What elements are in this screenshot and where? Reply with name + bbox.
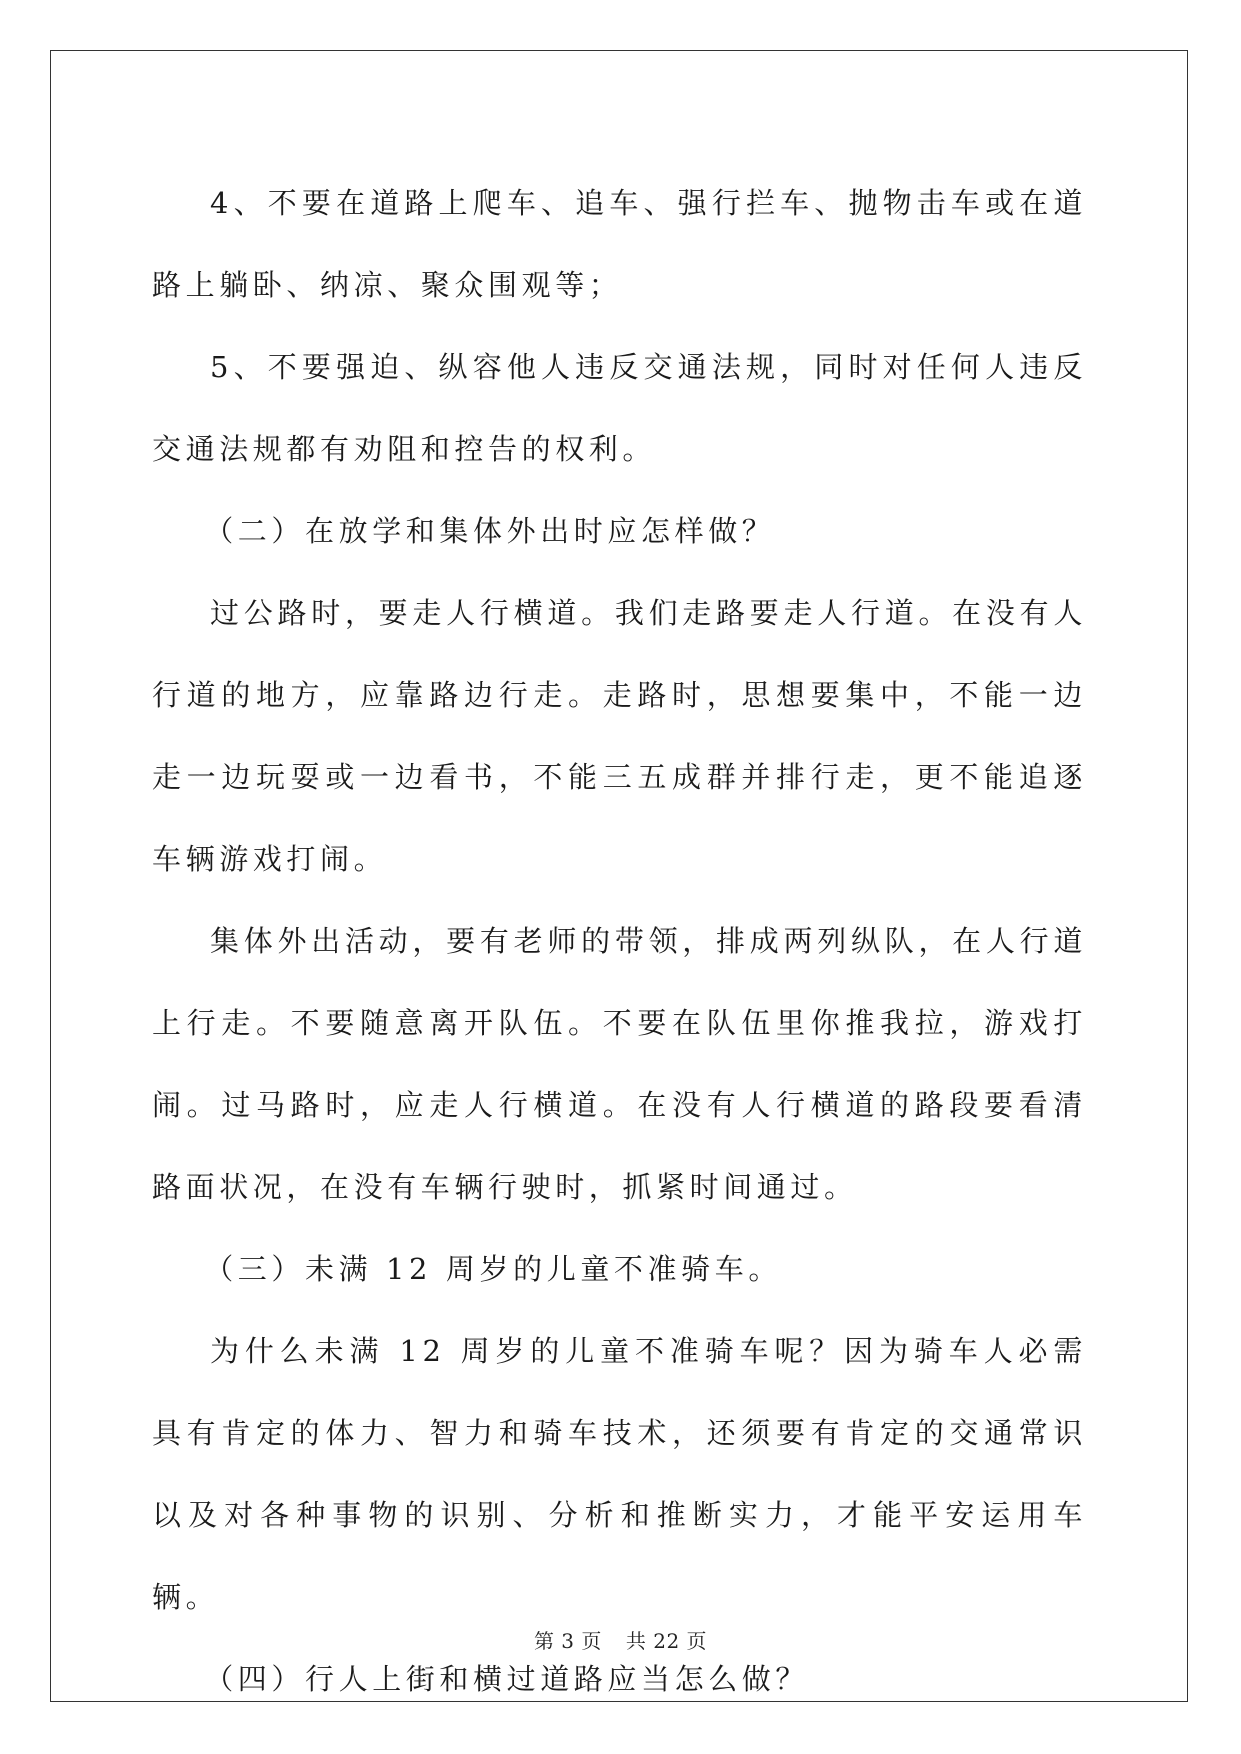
paragraph-crossing-road: 过公路时，要走人行横道。我们走路要走人行道。在没有人行道的地方，应靠路边行走。走路时，思想要集中，不能一边走一边玩耍或一边看书，不能三五成群并排行走，更不能追逐车辆游戏打闹。 [152, 596, 1087, 876]
section-heading-2: （二）在放学和集体外出时应怎样做？ [204, 514, 776, 548]
page-total: 共 22 页 [625, 1629, 708, 1653]
document-body [152, 162, 1087, 1720]
section-heading-4: （四）行人上街和横过道路应当怎么做？ [204, 1662, 809, 1696]
paragraph-group-outing: 集体外出活动，要有老师的带领，排成两列纵队，在人行道上行走。不要随意离开队伍。不要在队伍里你推我拉，游戏打闹。过马路时，应走人行横道。在没有人行横道的路段要看清路面状况，在没有车辆行驶时，抓紧时间通过。 [152, 924, 1087, 1204]
section-heading-3: （三）未满 12 周岁的儿童不准骑车。 [204, 1252, 782, 1286]
page-footer [0, 1625, 1241, 1654]
page-number: 第 3 页 [533, 1629, 602, 1653]
paragraph-rule-4: 4、不要在道路上爬车、追车、强行拦车、抛物击车或在道路上躺卧、纳凉、聚众围观等； [152, 186, 1087, 302]
paragraph-rule-5: 5、不要强迫、纵容他人违反交通法规，同时对任何人违反交通法规都有劝阻和控告的权利。 [152, 350, 1087, 466]
paragraph-cycling-age: 为什么未满 12 周岁的儿童不准骑车呢？因为骑车人必需具有肯定的体力、智力和骑车技术，还须要有肯定的交通常识以及对各种事物的识别、分析和推断实力，才能平安运用车辆。 [152, 1334, 1087, 1614]
